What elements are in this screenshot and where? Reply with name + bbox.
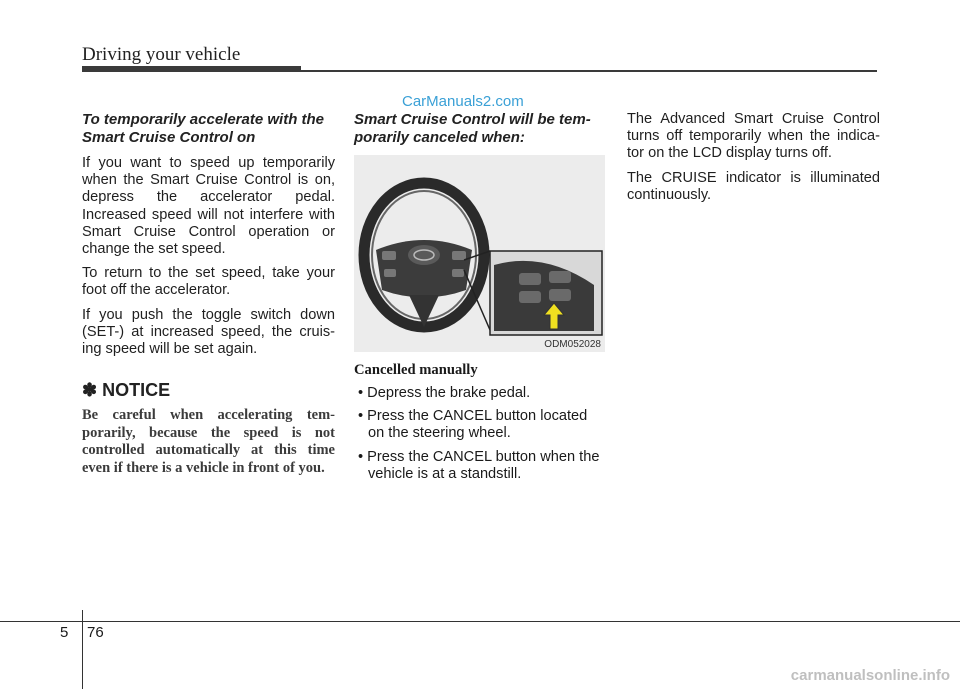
header-rule-thin [301,70,877,72]
section-heading-canceled: Smart Cruise Control will be tem-porarily canceled when: [354,111,591,146]
list-item: • Press the CANCEL button when the vehicle is at a standstill. [354,449,607,483]
paragraph-cruise-indicator: The CRUISE indicator is illuminated continuously. [627,169,880,203]
column-left [82,111,335,477]
paragraph-toggle-switch: If you push the toggle switch down (SET-) at increased speed, the cruis-ing speed will be set again. [82,306,335,358]
list-item: • Depress the brake pedal. [354,385,607,402]
page-number: 76 [87,624,104,641]
watermark-top: CarManuals2.com [402,93,524,110]
section-number: 5 [60,624,69,641]
steering-wheel-illustration [354,155,605,352]
section-heading-accelerate: To temporarily accelerate with the Smart Cruise Control on [82,111,325,146]
paragraph-asc-off: The Advanced Smart Cruise Control turns off temporarily when the indica-tor on the LCD display turns off. [627,111,880,162]
header-rule-thick [82,66,301,72]
notice-text: Be careful when accelerating tem-porarily, because the speed is not controlled automatically at this time even if there is a vehicle in front of you. [82,407,335,476]
list-item: • Press the CANCEL button located on the steering wheel. [354,408,607,442]
footer-rule [0,621,960,622]
footer-divider [82,610,83,689]
sub-heading-cancelled-manually: Cancelled manually [354,362,478,378]
cancel-bullet-list [354,385,607,483]
page-header-title: Driving your vehicle [82,44,241,65]
paragraph-accelerate: If you want to speed up temporarily when the Smart Cruise Control is on, depress the accelerator pedal. Increased speed will not interfere with Smart Cruise Control operation or change the set speed. [82,155,335,258]
column-middle [354,111,607,489]
column-right [627,111,880,211]
figure-code: ODM052028 [544,339,601,350]
watermark-bottom: carmanualsonline.info [790,667,950,684]
paragraph-return-speed: To return to the set speed, take your foot off the accelerator. [82,265,335,299]
notice-title: ✽ NOTICE [82,380,171,401]
steering-wheel-figure [354,155,605,352]
